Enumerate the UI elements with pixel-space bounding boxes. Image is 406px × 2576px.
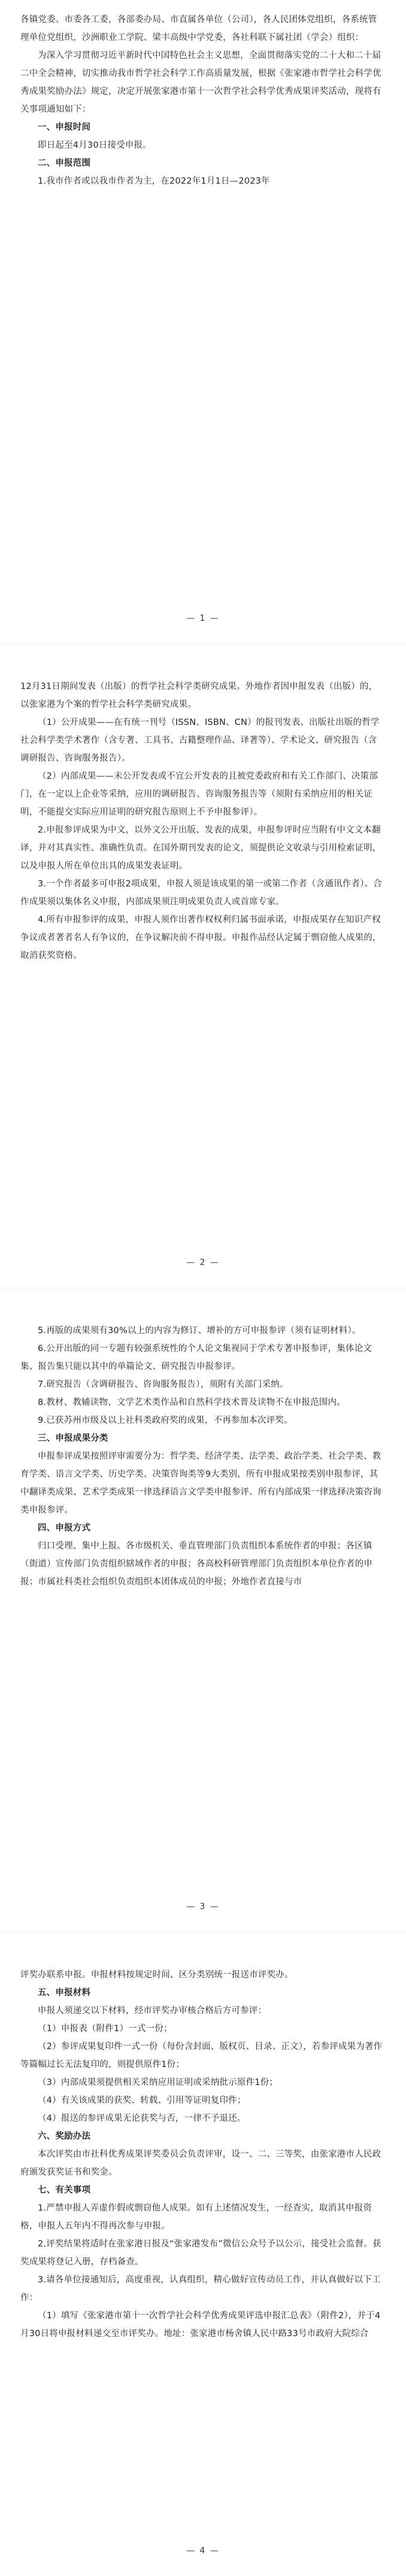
paragraph: （1）申报表（附件1）一式一份； [38,2024,172,2034]
paragraph: 9.已获苏州市级及以上社科类政府奖的成果，不再参加本次评奖。 [38,1416,293,1425]
page-4-content [20,1932,386,2343]
paragraph: 本次评奖由市社科优秀成果评奖委员会负责评审，设一、二、三等奖，由张家港市人民政府颁发获奖证书和奖金。 [20,2150,381,2177]
section-heading: 二、申报范围 [38,158,91,168]
document-page-3 [0,1288,406,1932]
paragraph: 1.我市作者或以我市作者为主，在2022年1月1日—2023年 [38,176,270,186]
paragraph: 8.教材、教辅读物、文学艺术类作品和自然科学技术普及读物不在申报范围内。 [38,1398,346,1407]
section-heading: 三、申报成果分类 [38,1434,108,1443]
paragraph: 2.申报参评成果为中文，以外文公开出版、发表的成果，申报参评时应当附有中文文本翻译，并对其真实性、准确性负责。在国外期刊发表的论文，须提供论文收录与引用检索证明，以及申报人所在单位出具的成果发表证明。 [20,825,381,871]
paragraph: 即日起至4月30日接受申报。 [38,141,152,150]
paragraph: 7.研究报告（含调研报告、咨询服务报告），须附有关部门采纳。 [38,1380,289,1389]
document-page-4 [0,1932,406,2576]
section-heading: 一、申报时间 [38,123,91,132]
paragraph: 12月31日期间发表（出版）的哲学社会科学类研究成果。外地作者因申报发表（出版）的，以张家港为个案的哲学社会科学类研究成果。 [20,682,378,709]
paragraph: （3）内部成果须提供相关采纳应用证明或采纳批示原件1份； [38,2078,278,2087]
paragraph: （1）公开成果——在有统一刊号（ISSN、ISBN、CN）的报刊发表、出版社出版的哲学社会科学类学术著作（含专著、工具书、古籍整理作品、译著等）、学术论文、研究报告（含调研报告、咨询服务报告）。 [20,718,380,763]
document-page-1 [0,0,406,644]
page-3-content [20,1288,386,1591]
paragraph: 归口受理、集中上报。各市级机关、垂直管理部门负责组织本系统作者的申报；各区镇（街道）宣传部门负责组织辖域作者的申报；各高校科研管理部门负责组织本单位作者的申报；市属社科类社会组织负责组织本团体成员的申报；外地作者直接与市 [20,1541,372,1587]
page-number: — 3 — [186,1902,220,1912]
paragraph: （1）填写《张家港市第十一次哲学社会科学优秀成果评选申报汇总表》（附件2），并于4月30日将申报材料递交至市评奖办。地址：张家港市杨舍镇人民中路33号市政府大院综合 [20,2311,381,2339]
paragraph: 1.严禁申报人弄虚作假或剽窃他人成果。如有上述情况发生，一经查实，取消其申报资格，申报人五年内不得再次参与申报。 [20,2203,372,2231]
paragraph: （2）参评成果复印件一式一份（每份含封面、版权页、目录、正文），若参评成果为著作等篇幅过长无法复印的，则提供原件1份； [20,2042,383,2069]
page-1-content [20,0,386,190]
paragraph: 6.公开出版的同一专题有较强系统性的个人论文集视同于学术专著申报参评，集体论文集、报告集只能以其中的单篇论文、研究报告申报参评。 [20,1344,372,1371]
paragraph: 为深入学习贯彻习近平新时代中国特色社会主义思想，全面贯彻落实党的二十大和二十届二中全会精神，切实推动我市哲学社会科学工作高质量发展，根据《张家港市哲学社会科学优秀成果奖励办法》规定，决定开展张家港市第十一次哲学社会科学优秀成果评奖活动，现将有关事项通知如下： [20,51,381,114]
section-heading: 七、有关事项 [38,2185,91,2195]
page-number: — 2 — [186,1258,220,1267]
paragraph: 3.一个作者最多可申报2项成果，申报人须是该成果的第一或第二作者（含通讯作者）。合作成果须以集体名义申报，内部成果须注明成果负责人或首席专家。 [20,879,383,907]
document-page-2 [0,644,406,1288]
paragraph: 3.请各单位接通知后，高度重视，认真组织，精心做好宣传动员工作，并认真做好以下工作： [20,2275,381,2303]
section-heading: 六、奖励办法 [38,2132,91,2141]
paragraph: （4）有关该成果的获奖、转载、引用等证明复印件； [38,2096,246,2105]
paragraph: 2.评奖结果将适时在张家港日报及“张家港发布”微信公众号予以公示，接受社会监督。获奖成果将登记入册，存档备查。 [20,2239,381,2267]
section-heading: 五、申报材料 [38,1988,91,1998]
paragraph: 各镇党委、市委各工委，各部委办局、市直属各单位（公司），各人民团体党组织，各系统管理单位党组织，沙洲职业工学院、梁丰高级中学党委，各社科联下属社团（学会）组织： [20,15,377,42]
paragraph: 申报参评成果按照评审需要分为：哲学类、经济学类、法学类、政治学类、社会学类、教育学类、语言文学类、历史学类、决策咨询类等9大类别，所有申报成果按类别申报参评，其中翻译类成果、艺术学类成果一律选择语言文学类申报参评。所有内部成果一律选择决策咨询类申报参评。 [20,1452,381,1515]
paragraph: （4）报送的参评成果无论获奖与否，一律不予退还。 [38,2114,246,2123]
section-heading: 四、申报方式 [38,1523,91,1533]
page-number: — 1 — [186,614,220,623]
paragraph: （2）内部成果——未公开发表或不宜公开发表的且被党委政府和有关工作部门、决策部门，在一定以上企业等采纳，应用的调研报告、咨询服务报告等（须附有采纳应用的相关证明，不能提交实际应用证明的研究报告原则上不予申报参评）。 [20,772,378,817]
paragraph: 4.所有申报参评的成果，申报人须作出著作权权利归属书面承诺，申报成果存在知识产权争议或者著者名人有争议的，在争议解决前不得申报。申报作品经认定属于剽窃他人成果的，取消获奖资格。 [20,915,381,961]
paragraph: 5.再版的成果须有30%以上的内容为修订、增补的方可申报参评（须有证明材料）。 [38,1326,361,1336]
paragraph: 评奖办联系申报。申报材料按规定时间、区分类别统一报送市评奖办。 [20,1970,293,1980]
page-2-content [20,644,386,965]
page-number: — 4 — [186,2546,220,2556]
paragraph: 申报人须递交以下材料，经市评奖办审核合格后方可参评： [38,2006,267,2016]
